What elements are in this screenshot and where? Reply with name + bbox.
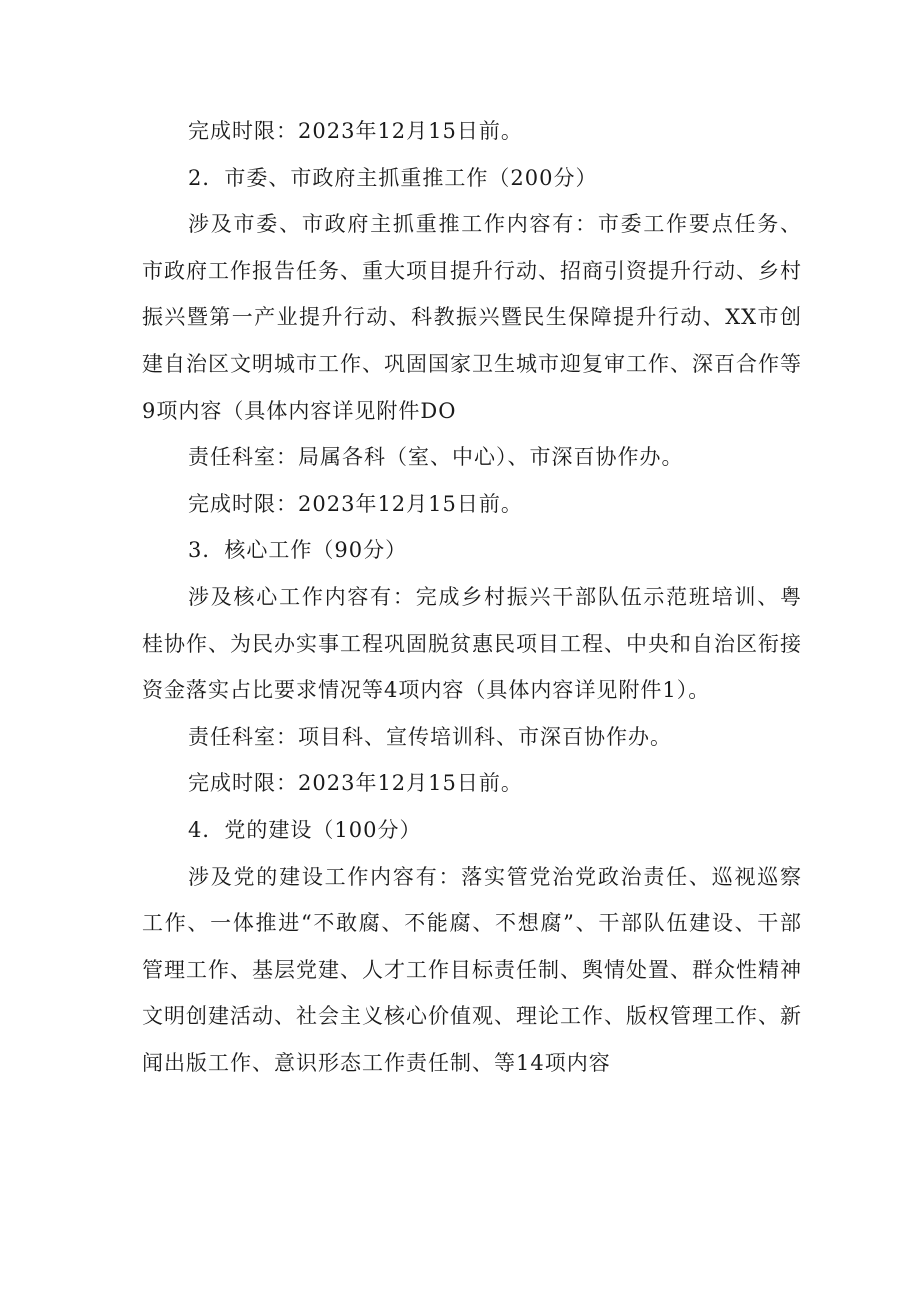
- responsible-dept-paragraph: 责任科室：局属各科（室、中心）、市深百协作办。: [188, 445, 684, 470]
- section-2-content: 涉及市委、市政府主抓重推工作内容有：市委工作要点任务、市政府工作报告任务、重大项目提升行动、招商引资提升行动、乡村振兴暨第一产业提升行动、科教振兴暨民生保障提升行动、XX市创建自治区文明城市工作、巩固国家卫生城市迎复审工作、深百合作等9项内容（具体内容详见附件DO: [142, 212, 802, 423]
- deadline-paragraph: 完成时限：2023年12月15日前。: [188, 771, 523, 796]
- section-heading-3: 3．核心工作（90分）: [188, 538, 408, 563]
- section-4-content: 涉及党的建设工作内容有：落实管党治党政治责任、巡视巡察工作、一体推进“不敢腐、不能腐、不想腐”、干部队伍建设、干部管理工作、基层党建、人才工作目标责任制、舆情处置、群众性精神文明创建活动、社会主义核心价值观、理论工作、版权管理工作、新闻出版工作、意识形态工作责任制、等14项内容: [142, 864, 802, 1075]
- responsible-dept-paragraph: 责任科室：项目科、宣传培训科、市深百协作办。: [188, 724, 672, 749]
- section-3-content: 涉及核心工作内容有：完成乡村振兴干部队伍示范班培训、粤桂协作、为民办实事工程巩固脱贫惠民项目工程、中央和自治区衔接资金落实占比要求情况等4项内容（具体内容详见附件1）。: [142, 584, 802, 703]
- section-heading-4: 4．党的建设（100分）: [188, 817, 422, 842]
- deadline-paragraph: 完成时限：2023年12月15日前。: [188, 491, 523, 516]
- document-body: [142, 108, 802, 1086]
- deadline-paragraph: 完成时限：2023年12月15日前。: [188, 119, 523, 143]
- section-heading-2: 2．市委、市政府主抓重推工作（200分）: [188, 165, 598, 190]
